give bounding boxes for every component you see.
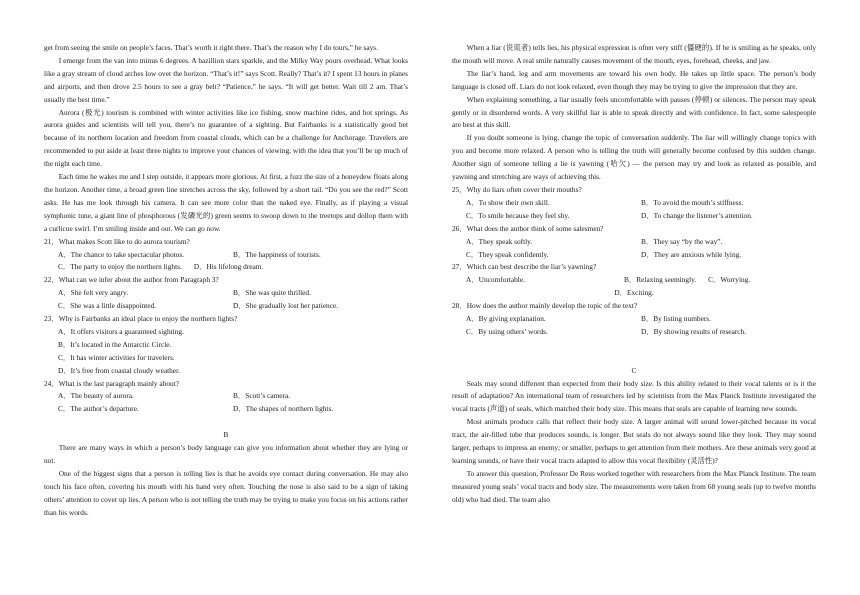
option-b: B．It’s located in the Antarctic Circle. — [58, 339, 172, 349]
question-28-options — [452, 326, 816, 339]
passage-a-paragraph: Aurora (极光) tourism is combined with winter activities like ice fishing, snow machine rides, and hot springs. As aurora guides and scientists will tell you, there’s no guarantee of a sighting. But Fairbanks is a statistically good bet because of its northern location and freedom from coastal clouds, which can be a challenge for Anchorage. Travelers are recommended to put aside at least three nights to improve your chances of viewing, with the idea that you’ll be up much of the night each time. — [44, 107, 408, 169]
question-27: 27．Which can best describe the liar’s yawning? — [452, 262, 597, 272]
question-28: 28．How does the author mainly develop the topic of the text? — [452, 301, 638, 311]
option-b: B．She was quite thrilled. — [233, 288, 311, 298]
question-25-options — [452, 197, 816, 210]
question-21-options — [44, 249, 408, 262]
question-26-options — [452, 236, 816, 249]
question-27-options — [452, 274, 816, 287]
passage-b-paragraph: The liar’s hand, leg and arm movements are toward his own body. He takes up little space. The person’s body language is closed off. Liars do not look relaxed, even though they may be trying to give the impression that they are. — [452, 68, 816, 91]
option-a: A．By giving explanation. — [466, 314, 546, 324]
question-22-options — [44, 287, 408, 300]
passage-b-paragraph: There are many ways in which a person’s body language can give you information about whether they are lying or not. — [44, 443, 408, 465]
question-22-options — [44, 300, 408, 313]
option-d: D．She gradually lost her patience. — [233, 301, 339, 311]
passage-c-heading: C — [631, 365, 637, 375]
option-a: A．The beauty of aurora. — [58, 391, 134, 401]
option-a: A．They speak softly. — [466, 236, 533, 246]
option-b: B．To avoid the mouth’s stiffness. — [641, 197, 744, 207]
question-28-options — [452, 313, 816, 326]
option-c: C．By using others’ words. — [466, 326, 548, 336]
option-d: D．Exciting. — [614, 288, 654, 298]
question-26: 26．What does the author think of some salesmen? — [452, 223, 604, 233]
option-d: D．By showing results of research. — [641, 326, 747, 336]
question-24: 24．What is the last paragraph mainly about? — [44, 378, 180, 388]
option-a: A．It offers visitors a guaranteed sighting. — [58, 326, 184, 336]
option-c: C．To smile because they feel shy. — [466, 210, 570, 220]
left-column — [44, 42, 408, 520]
question-23: 23．Why is Fairbanks an ideal place to enjoy the northern lights? — [44, 314, 238, 324]
question-26-options — [452, 249, 816, 262]
passage-a-paragraph: get from seeing the smile on people’s faces. That’s worth it right there. That’s the reason why I do tours,” he says. — [44, 43, 378, 52]
option-c: C．It has winter activities for travelers. — [58, 352, 175, 362]
option-b: B．The happiness of tourists. — [233, 249, 321, 259]
passage-a-paragraph: I emerge from the van into minus 6 degrees. A bazillion stars sparkle, and the Milky Way pours overhead. What looks like a gray stream of cloud arches low over the horizon. “That’s it!” says Scott. Really? That’s it? I spent 13 hours in planes and airports, and then drove 2.5 hours to see a gray belt? “Patience,” he says. “It will get better. Wait till 2 am. That’s usually the best time.” — [44, 55, 408, 104]
question-24-options — [44, 403, 408, 416]
passage-b-heading: B — [223, 430, 229, 440]
option-c: C．The author’s departure. — [58, 404, 139, 414]
option-b: B．Scott’s camera. — [233, 391, 291, 401]
question-24-options — [44, 390, 408, 403]
question-22: 22．What can we infer about the author from Paragraph 3? — [44, 275, 219, 285]
option-c: C．Worrying. — [708, 275, 751, 285]
option-d: D．They are anxious while lying. — [641, 249, 742, 259]
right-column — [452, 42, 816, 507]
option-b: B．They say “by the way”. — [641, 236, 723, 246]
option-c: C．She was a little disappointed. — [58, 301, 157, 311]
option-b: B．Relaxing seemingly. — [624, 275, 697, 285]
option-b: B．By listing numbers. — [641, 314, 711, 324]
option-d: D．To change the listener’s attention. — [641, 210, 753, 220]
passage-b-paragraph: When explaining something, a liar usually feels uncomfortable with pauses (停顿) or silences. The person may speak gently or in disordered words. A very skillful liar is able to speak directly and with confidence. In fact, some salespeople are best at this skill. — [452, 94, 816, 130]
question-25-options — [452, 210, 816, 223]
passage-b-paragraph: One of the biggest signs that a person is telling lies is that he avoids eye contact during conversation. He may also touch his face often, covering his mouth with his hand very often. Touching the nose is also said to be a sign of taking others’ attention to cover up lies. A person who is not telling the truth may be trying to make you focus on his actions rather than his words. — [44, 468, 408, 517]
question-21: 21．What makes Scott like to do aurora tourism? — [44, 236, 190, 246]
option-c: C．The party to enjoy the northern lights. — [58, 262, 182, 272]
passage-c-paragraph: Seals may sound different than expected from their body size. Is this ability related to their vocal talents or is it the result of adaptation? An international team of researchers led by scientists from the Max Planck Institute investigated the vocal tracts (声道) of seals, which matched their body size. This means that seals are capable of learning new sounds. — [452, 378, 816, 414]
passage-b-paragraph: If you doubt someone is lying, change the topic of conversation suddenly. The liar will willingly change topics with you and become more relaxed. A person who is telling the truth will generally become confused by this sudden change. Another sign of someone telling a lie is yawning (哈欠) — the person may try and look as relaxed as possible, and yawning and stretching are ways of achieving this. — [452, 133, 816, 182]
option-a: A．She felt very angry. — [58, 288, 129, 298]
passage-c-paragraph: To answer this question, Professor De Reus worked together with researchers from the Max Planck Institute. The team measured young seals’ vocal tracts and body size. The measurements were taken from 68 young seals (up to twelve months old) who had died. The team also — [452, 468, 816, 504]
question-25: 25．Why do liars often cover their mouths? — [452, 184, 582, 194]
option-a: A．The chance to take spectacular photos. — [58, 249, 185, 259]
spacer — [44, 416, 408, 429]
option-c: C．They speak confidently. — [466, 249, 549, 259]
option-d: D．His lifelong dream. — [193, 262, 264, 272]
spacer — [452, 339, 816, 365]
passage-b-paragraph: When a liar (说谎者) tells lies, his physical expression is often very stiff (僵硬的). If he is smiling as he speaks, only the mouth will move. A real smile naturally causes movement of the mouth, eyes, forehead, cheeks, and jaw. — [452, 43, 816, 65]
option-a: A．Uncomfortable. — [466, 275, 525, 285]
passage-a-paragraph: Each time he wakes me and I step outside, it appears more glorious. At first, a fuzz the size of a honeydew floats along the horizon. Another time, a broad green line stretches across the sky, followed by a short tail. “Do you see the red?” Scott asks. He has me look through his camera. It can see more color than the naked eye. Finally, as if playing a visual symphonic tune, a giant line of phosphorous (发磷光的) green seems to swoop down to the treetops and dollop them with a curlicue swirl. I’m smiling inside and out. We can go now. — [44, 172, 408, 233]
question-21-options — [44, 261, 408, 274]
option-d: D．It’s free from coastal cloudy weather. — [58, 365, 180, 375]
option-a: A．To show their own skill. — [466, 197, 550, 207]
passage-c-paragraph: Most animals produce calls that reflect their body size. A larger animal will sound lower-pitched because its vocal tract, the air-filled tube that produces sounds, is longer. But seals do not always sound like they look. They may sound larger, perhaps to impress an enemy; or smaller, perhaps to get attention from their mothers. Are these animals very good at learning sounds, or have their vocal tracts adapted to allow this vocal flexibility (灵活性)? — [452, 417, 816, 465]
option-d: D．The shapes of northern lights. — [233, 404, 334, 414]
